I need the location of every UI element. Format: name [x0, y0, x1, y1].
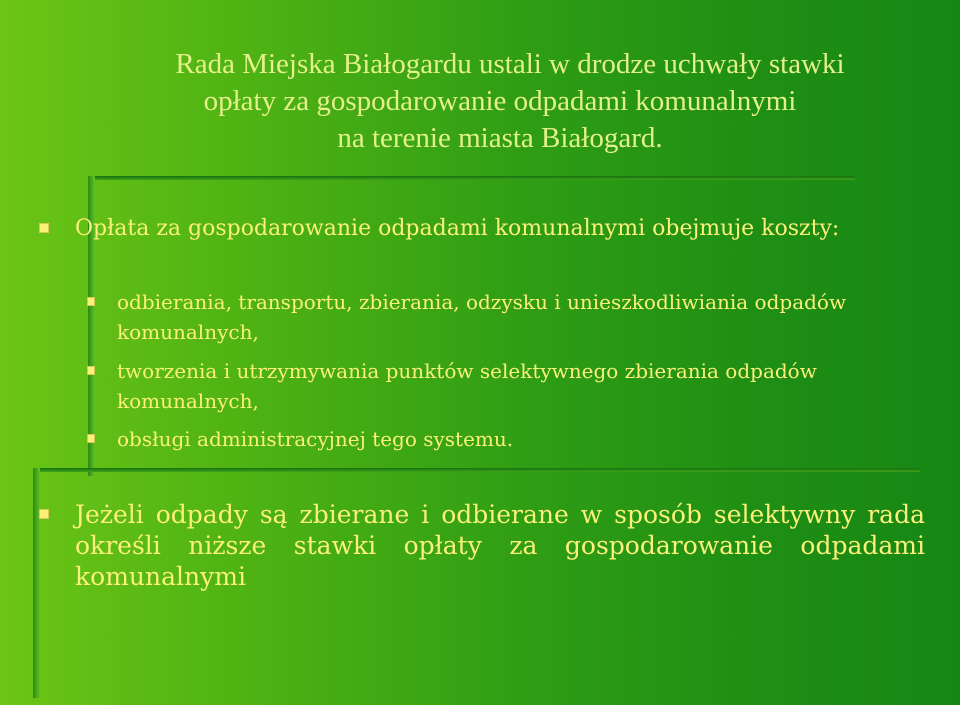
sub-bullet-item: [117, 356, 927, 416]
slide-title: [60, 46, 940, 157]
sub-bullet-item: [117, 287, 927, 347]
sub-bullet-text: tworzenia i utrzymywania punktów selektywnego zbierania odpadów komunalnych,: [117, 359, 817, 413]
sub-bullet-text: obsługi administracyjnej tego systemu.: [117, 427, 514, 451]
decorative-line: [33, 468, 40, 698]
square-bullet-icon: [39, 509, 49, 519]
bullet-item: [75, 499, 925, 592]
title-line: Rada Miejska Białogardu ustali w drodze uchwały stawki: [175, 48, 845, 80]
title-line: na terenie miasta Białogard.: [337, 122, 663, 154]
bullet-text: Jeżeli odpady są zbierane i odbierane w sposób selektywny rada określi niższe stawki opłaty za gospodarowanie odpadami komunalnymi: [75, 500, 925, 591]
bullet-text: Opłata za gospodarowanie odpadami komunalnymi obejmuje koszty:: [75, 216, 840, 241]
square-bullet-icon: [87, 297, 95, 306]
sub-bullet-item: [117, 424, 927, 454]
decorative-line: [40, 468, 920, 472]
square-bullet-icon: [87, 434, 95, 443]
square-bullet-icon: [87, 366, 95, 375]
bullet-item: [75, 213, 925, 245]
title-line: opłaty za gospodarowanie odpadami komunalnymi: [203, 85, 797, 117]
decorative-line: [95, 176, 855, 180]
sub-bullet-text: odbierania, transportu, zbierania, odzysku i unieszkodliwiania odpadów komunalnych,: [117, 290, 847, 344]
square-bullet-icon: [39, 223, 49, 233]
